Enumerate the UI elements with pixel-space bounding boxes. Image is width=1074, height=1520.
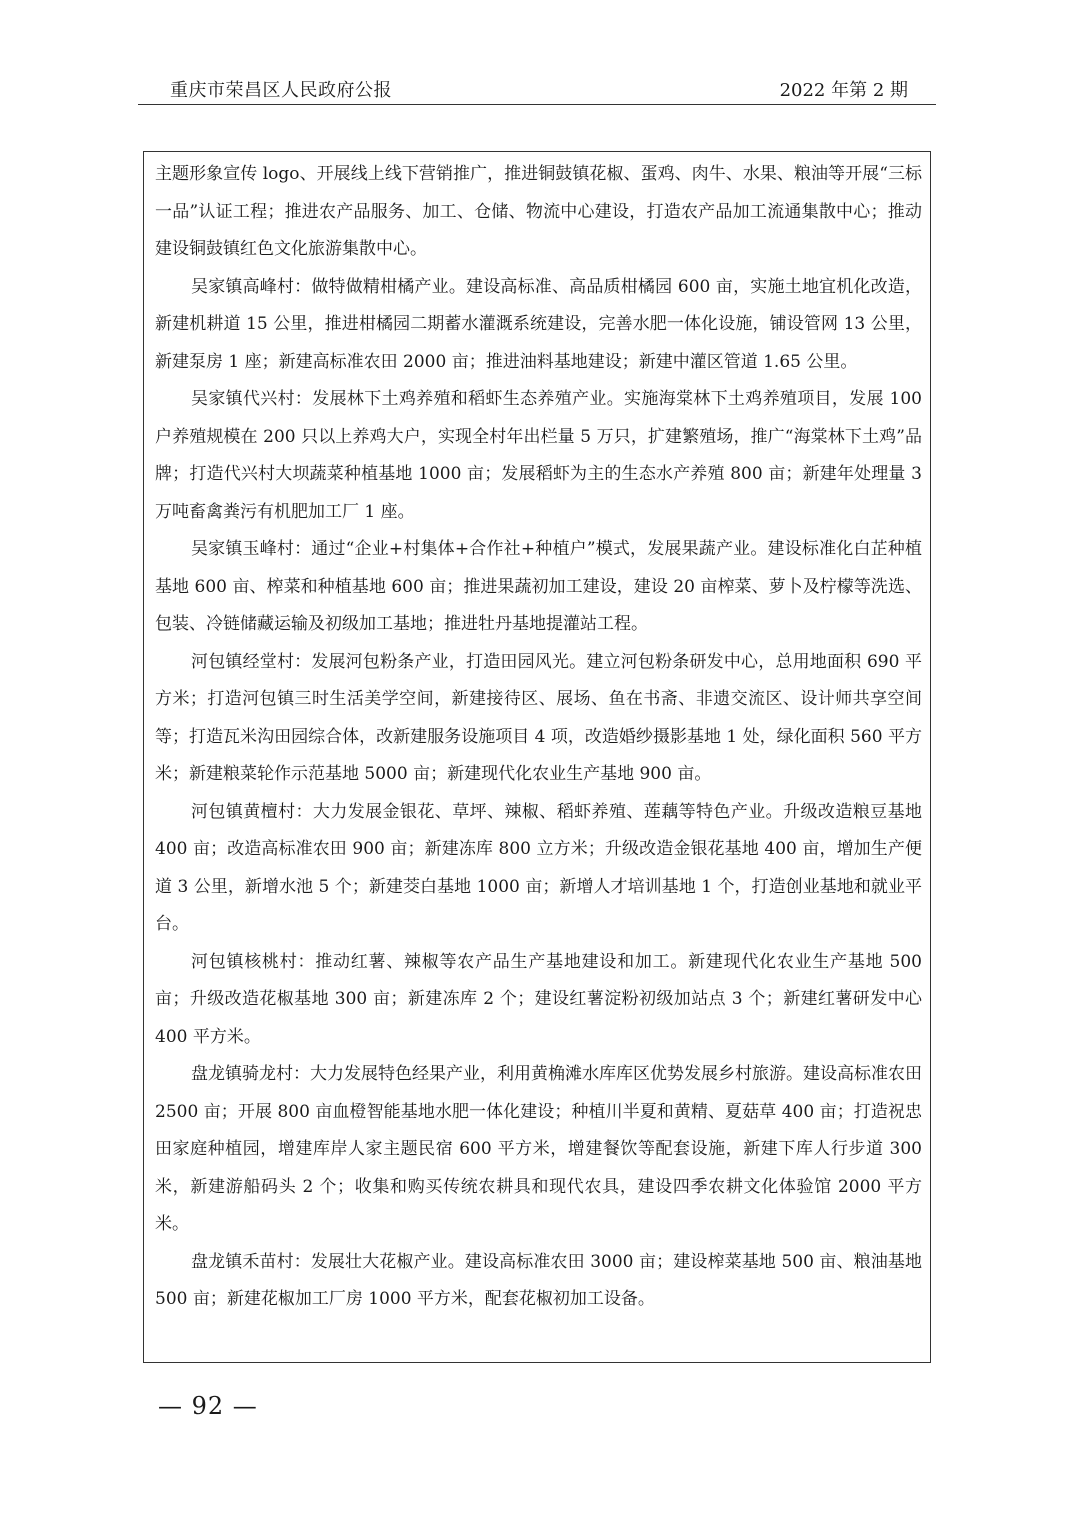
page-number: — 92 —: [158, 1392, 258, 1420]
paragraph-hemiao-village: 盘龙镇禾苗村：发展壮大花椒产业。建设高标准农田 3000 亩；建设榨菜基地 500 亩、粮油基地 500 亩；新建花椒加工厂房 1000 平方米，配套花椒初加工设备。: [155, 1251, 922, 1309]
gazette-title: 重庆市荣昌区人民政府公报: [170, 80, 392, 101]
paragraph-hetao-village: 河包镇核桃村：推动红薯、辣椒等农产品生产基地建设和加工。新建现代化农业生产基地 500 亩；升级改造花椒基地 300 亩；新建冻库 2 个；建设红薯淀粉初级加站点 3 个；新建红薯研发中心 400 平方米。: [155, 951, 922, 1047]
paragraph-huangtan-village: 河包镇黄檀村：大力发展金银花、草坪、辣椒、稻虾养殖、莲藕等特色产业。升级改造粮豆基地 400 亩；改造高标准农田 900 亩；新建冻库 800 立方米；升级改造金银花基地 400 亩，增加生产便道 3 公里，新增水池 5 个；新建茭白基地 1000 亩；新增人才培训基地 1 个，打造创业基地和就业平台。: [155, 801, 922, 934]
page-header: [138, 74, 936, 105]
paragraph-daixing-village: 吴家镇代兴村：发展林下土鸡养殖和稻虾生态养殖产业。实施海棠林下土鸡养殖项目，发展 100 户养殖规模在 200 只以上养鸡大户，实现全村年出栏量 5 万只，扩建繁殖场，推广“海棠林下土鸡”品牌；打造代兴村大坝蔬菜种植基地 1000 亩；发展稻虾为主的生态水产养殖 800 亩；新建年处理量 3 万吨畜禽粪污有机肥加工厂 1 座。: [155, 389, 922, 522]
issue-number: 2022 年第 2 期: [779, 80, 908, 101]
paragraph-yufeng-village: 吴家镇玉峰村：通过“企业+村集体+合作社+种植户”模式，发展果蔬产业。建设标准化白芷种植基地 600 亩、榨菜和种植基地 600 亩；推进果蔬初加工建设，建设 20 亩榨菜、萝卜及柠檬等洗选、包装、冷链储藏运输及初级加工基地；推进牡丹基地提灌站工程。: [155, 539, 922, 634]
body-text: [155, 156, 922, 1319]
paragraph-continuation: 主题形象宣传 logo、开展线上线下营销推广，推进铜鼓镇花椒、蛋鸡、肉牛、水果、粮油等开展“三标一品”认证工程；推进农产品服务、加工、仓储、物流中心建设，打造农产品加工流通集散中心；推动建设铜鼓镇红色文化旅游集散中心。: [155, 164, 922, 259]
paragraph-jingtang-village: 河包镇经堂村：发展河包粉条产业，打造田园风光。建立河包粉条研发中心，总用地面积 690 平方米；打造河包镇三时生活美学空间，新建接待区、展场、鱼在书斋、非遗交流区、设计师共享空间等；打造瓦米沟田园综合体，改新建服务设施项目 4 项，改造婚纱摄影基地 1 处，绿化面积 560 平方米；新建粮菜轮作示范基地 5000 亩；新建现代化农业生产基地 900 亩。: [155, 651, 922, 784]
paragraph-qilong-village: 盘龙镇骑龙村：大力发展特色经果产业，利用黄桷滩水库库区优势发展乡村旅游。建设高标准农田 2500 亩；开展 800 亩血橙智能基地水肥一体化建设；种植川半夏和黄精、夏菇草 400 亩；打造祝忠田家庭种植园，增建库岸人家主题民宿 600 平方米，增建餐饮等配套设施，新建下库人行步道 300 米，新建游船码头 2 个；收集和购买传统农耕具和现代农具，建设四季农耕文化体验馆 2000 平方米。: [155, 1064, 922, 1234]
paragraph-gaofeng-village: 吴家镇高峰村：做特做精柑橘产业。建设高标准、高品质柑橘园 600 亩，实施土地宜机化改造，新建机耕道 15 公里，推进柑橘园二期蓄水灌溉系统建设，完善水肥一体化设施，铺设管网 13 公里，新建泵房 1 座；新建高标准农田 2000 亩；推进油料基地建设；新建中灌区管道 1.65 公里。: [155, 276, 922, 372]
